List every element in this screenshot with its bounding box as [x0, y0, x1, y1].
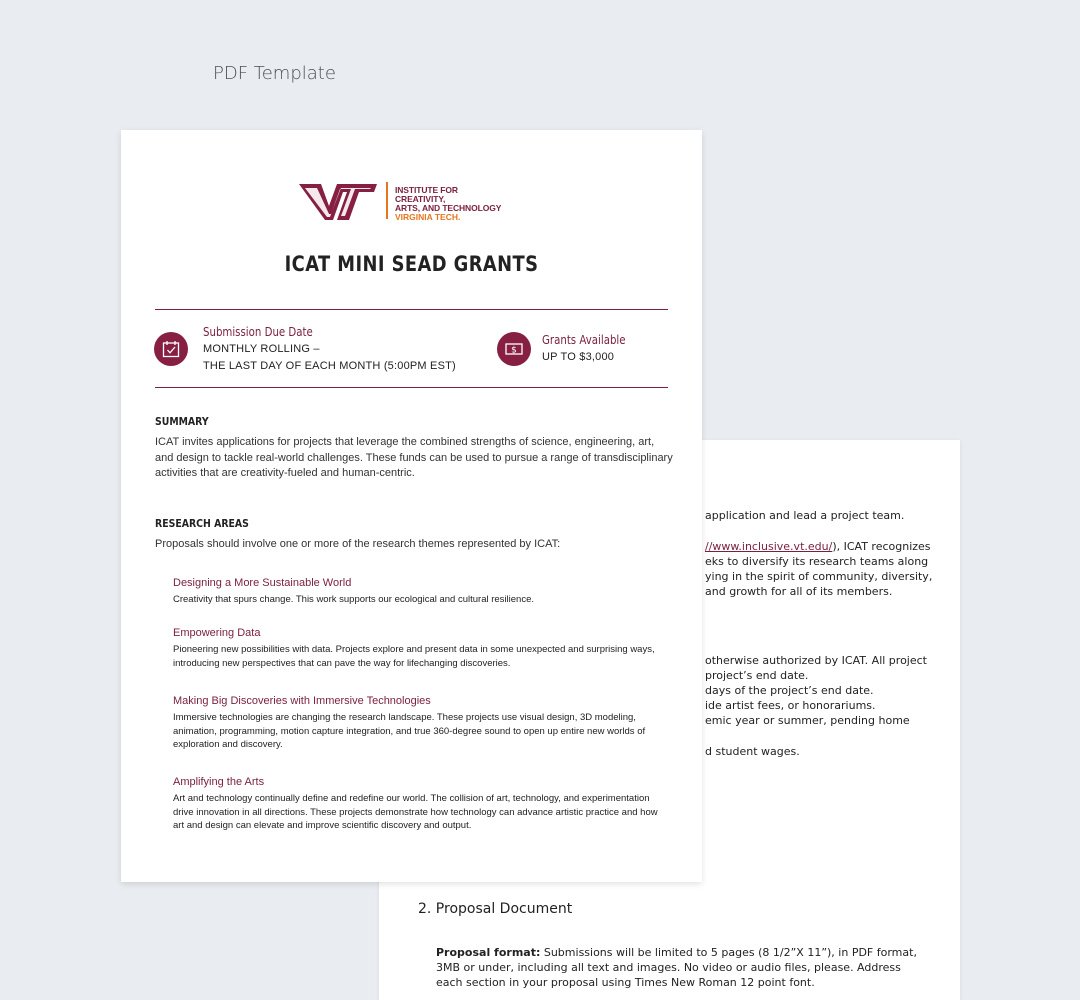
proposal-format-label: Proposal format:	[436, 946, 541, 959]
dollar-bill-icon	[504, 339, 524, 359]
back-line: //www.inclusive.vt.edu/), ICAT recognizes	[705, 540, 931, 553]
due-date-title: Submission Due Date	[203, 325, 313, 339]
icat-logo	[299, 182, 509, 222]
canvas-label: PDF Template	[213, 63, 336, 84]
back-line: project’s end date.	[705, 669, 809, 682]
back-line: otherwise authorized by ICAT. All project	[705, 654, 927, 667]
back-line: days of the project’s end date.	[705, 684, 874, 697]
proposal-section-heading: 2. Proposal Document	[418, 901, 573, 917]
research-area	[173, 577, 663, 607]
research-heading: RESEARCH AREAS	[155, 517, 249, 530]
grant-badge	[497, 332, 531, 366]
research-area-title: Amplifying the Arts	[173, 776, 265, 788]
calendar-check-icon	[161, 339, 181, 359]
vt-logo-icon	[299, 184, 379, 220]
back-line: application and lead a project team.	[705, 509, 905, 522]
grants-title: Grants Available	[542, 333, 626, 347]
research-intro: Proposals should involve one or more of the research themes represented by ICAT:	[155, 538, 561, 550]
bottom-divider	[155, 387, 668, 388]
page-title: ICAT MINI SEAD GRANTS	[284, 252, 539, 276]
research-area	[173, 695, 663, 752]
front-page	[121, 130, 702, 882]
back-line: d student wages.	[705, 745, 800, 758]
research-area-title: Designing a More Sustainable World	[173, 577, 352, 589]
back-line: emic year or summer, pending home	[705, 714, 910, 727]
grants-amount: UP TO $3,000	[542, 351, 615, 363]
research-area-title: Making Big Discoveries with Immersive Technologies	[173, 695, 431, 707]
calendar-badge	[154, 332, 188, 366]
research-area	[173, 776, 663, 833]
due-date-line1: MONTHLY ROLLING –	[203, 343, 320, 355]
summary-heading: SUMMARY	[155, 415, 209, 428]
due-date-line2: THE LAST DAY OF EACH MONTH (5:00PM EST)	[203, 360, 456, 372]
back-line: ide artist fees, or honorariums.	[705, 699, 876, 712]
research-area	[173, 627, 663, 670]
svg-text:$: $	[511, 345, 517, 356]
logo-divider	[386, 182, 388, 219]
back-line: eks to diversify its research teams along	[705, 555, 929, 568]
back-line: ying in the spirit of community, diversity,	[705, 570, 933, 583]
inclusive-link[interactable]: //www.inclusive.vt.edu/	[705, 540, 833, 553]
research-area-desc: Creativity that spurs change. This work supports our ecological and cultural resilience.	[173, 594, 534, 605]
summary-text: ICAT invites applications for projects that leverage the combined strengths of science, engineering, art, and design to tackle real-world challenges. These funds can be used to pursue a range of transdisciplinary activities that are creativity-fueled and human-centric.	[155, 436, 673, 479]
proposal-format-paragraph: Proposal format: Submissions will be limited to 5 pages (8 1/2”X 11”), in PDF format, 3MB or under, including all text and images. No video or audio files, please. Address each section in your proposal using Times New Roman 12 point font.	[436, 946, 917, 989]
research-area-desc: Art and technology continually define and redefine our world. The collision of art, technology, and experimentation drive innovation in all directions. These projects demonstrate how technology can advance artistic practice and how art and design can elevate and improve scientific discovery and output.	[173, 793, 658, 831]
research-area-title: Empowering Data	[173, 627, 261, 639]
back-line: and growth for all of its members.	[705, 585, 893, 598]
research-area-desc: Immersive technologies are changing the research landscape. These projects use visual design, 3D modeling, animation, programming, motion capture integration, and true 360-degree sound to open up entire new worlds of exploration and discovery.	[173, 712, 646, 750]
logo-wordmark: INSTITUTE FOR CREATIVITY, ARTS, AND TECHNOLOGY VIRGINIA TECH.	[395, 185, 502, 222]
top-divider	[155, 309, 668, 310]
research-area-desc: Pioneering new possibilities with data. Projects explore and present data in some unexpected and surprising ways, introducing new perspectives that can pave the way for lifechanging discoveries.	[173, 644, 655, 669]
